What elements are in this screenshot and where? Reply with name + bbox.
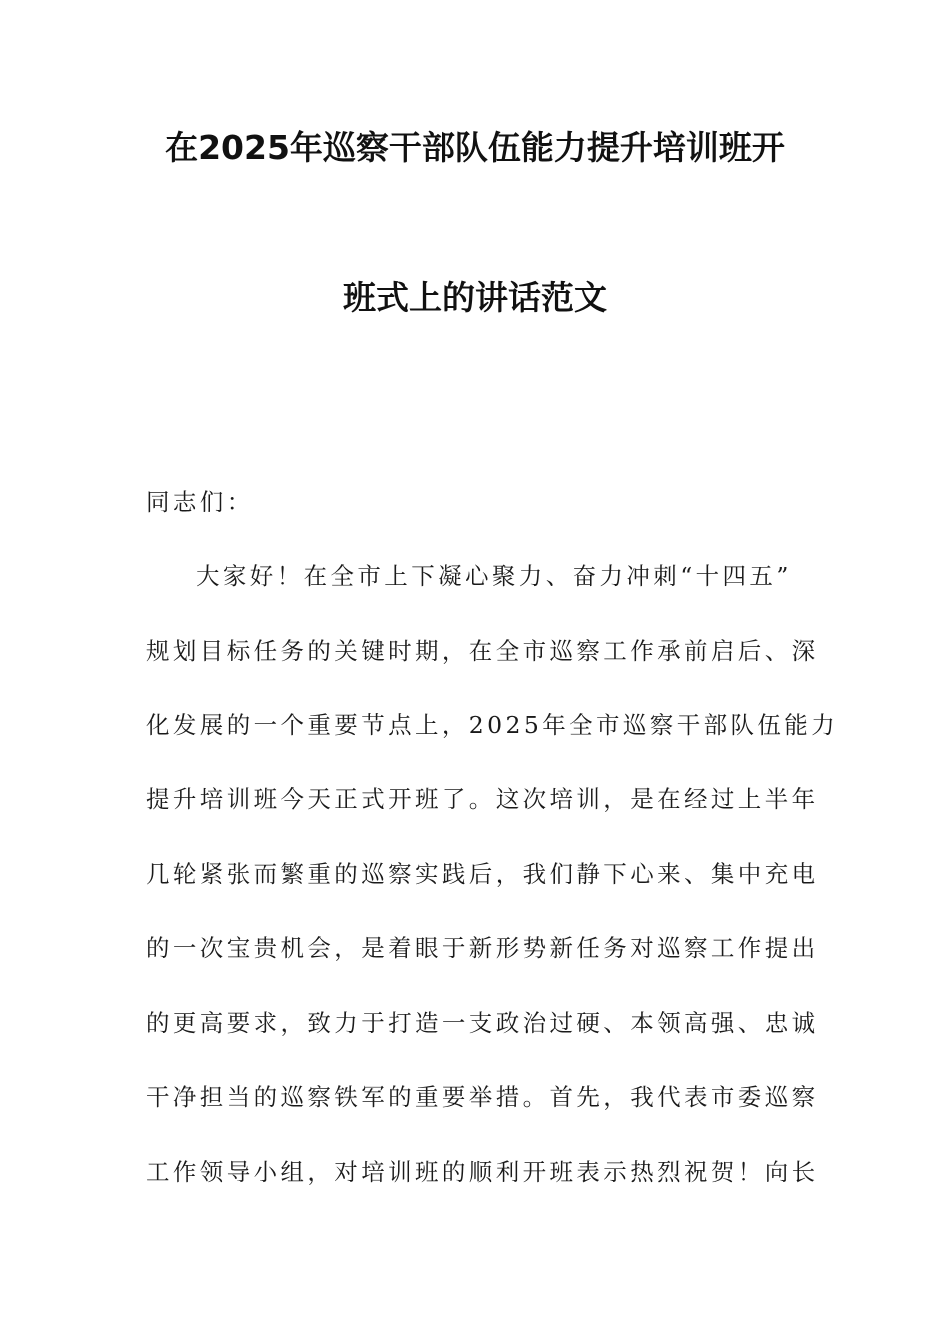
paragraph-line: 规划目标任务的关键时期，在全市巡察工作承前启后、深 xyxy=(146,637,819,665)
paragraph-line: 提升培训班今天正式开班了。这次培训，是在经过上半年 xyxy=(146,785,819,813)
paragraph-line: 工作领导小组，对培训班的顺利开班表示热烈祝贺！向长 xyxy=(146,1158,819,1186)
paragraph-line: 几轮紧张而繁重的巡察实践后，我们静下心来、集中充电 xyxy=(146,860,819,888)
paragraph-line: 的一次宝贵机会，是着眼于新形势新任务对巡察工作提出 xyxy=(146,934,819,962)
document-title-line-2: 班式上的讲话范文 xyxy=(343,278,607,317)
paragraph-line: 大家好！在全市上下凝心聚力、奋力冲刺“十四五” xyxy=(196,562,792,590)
paragraph-line: 干净担当的巡察铁军的重要举措。首先，我代表市委巡察 xyxy=(146,1083,819,1111)
paragraph-line: 的更高要求，致力于打造一支政治过硬、本领高强、忠诚 xyxy=(146,1009,819,1037)
salutation: 同志们： xyxy=(146,488,254,516)
paragraph-line: 化发展的一个重要节点上，2025年全市巡察干部队伍能力 xyxy=(146,711,839,739)
document-title-line-1: 在2025年巡察干部队伍能力提升培训班开 xyxy=(165,128,785,167)
